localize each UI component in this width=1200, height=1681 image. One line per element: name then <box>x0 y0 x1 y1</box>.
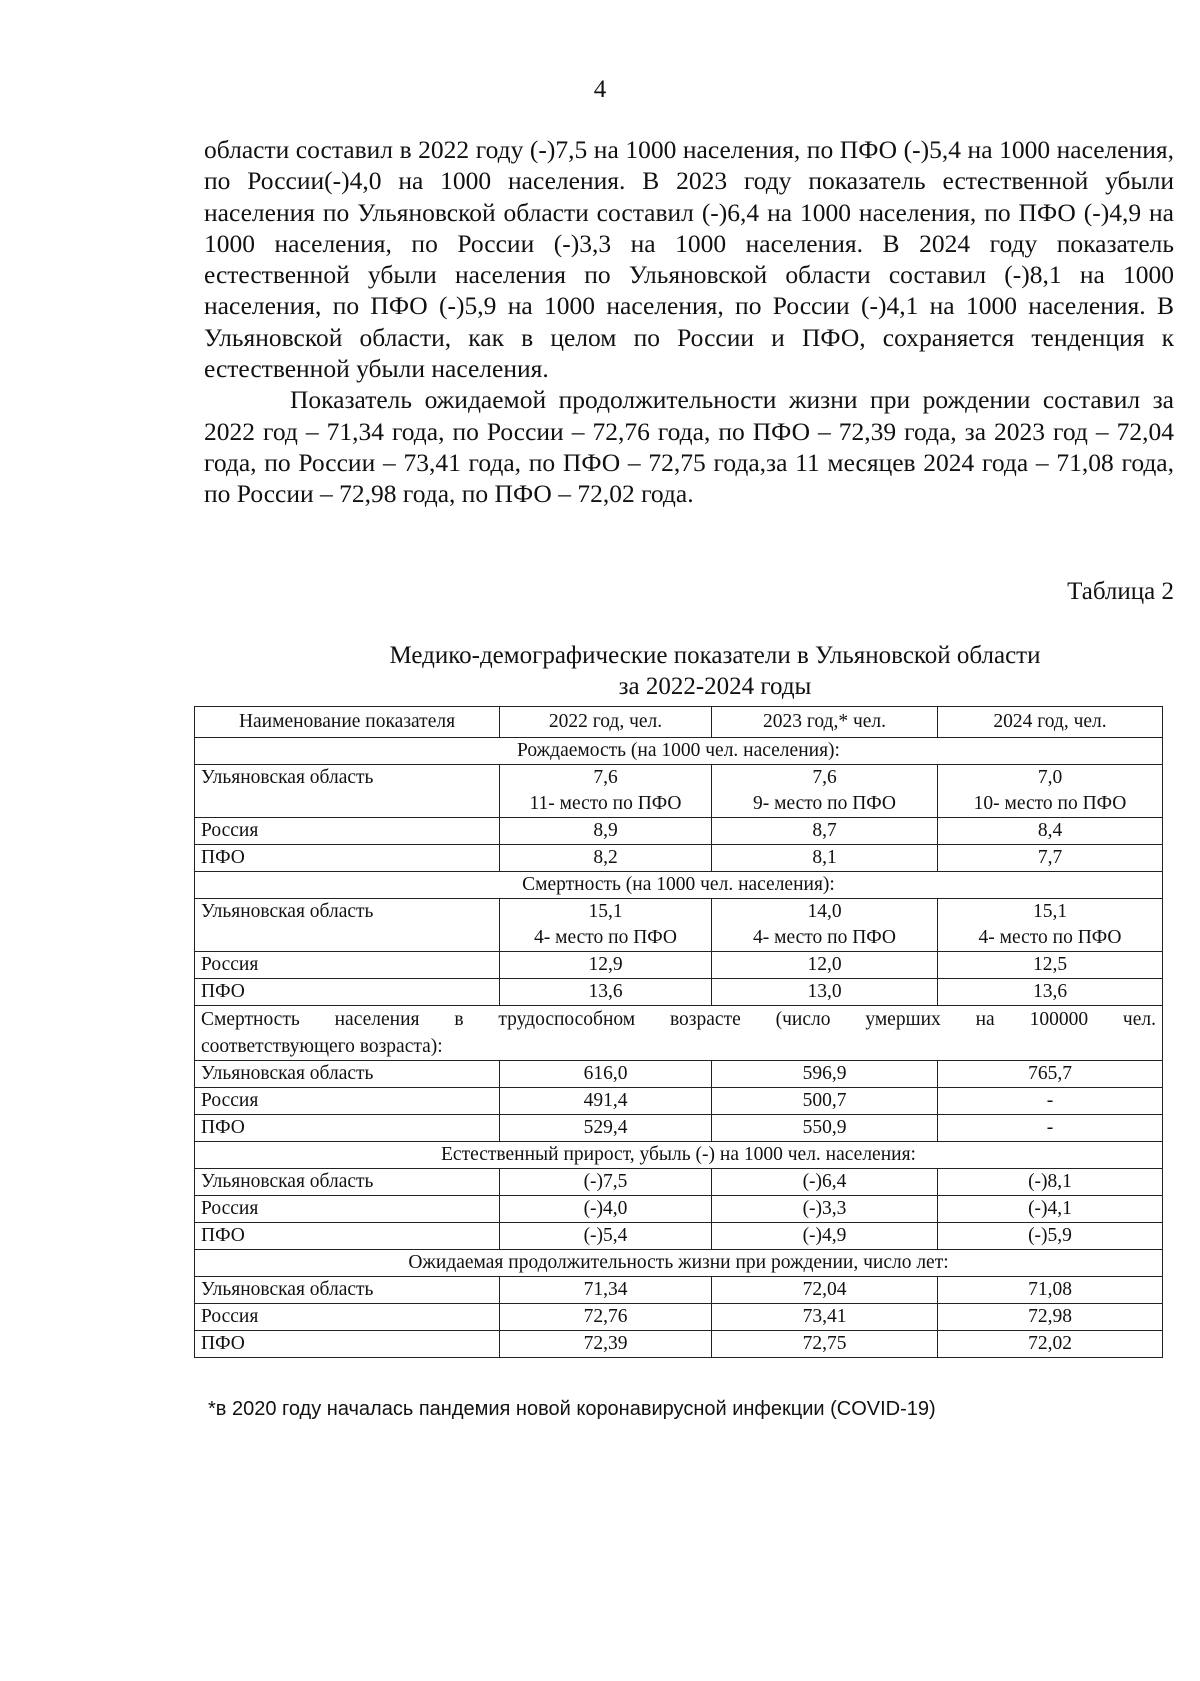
table-row <box>195 1331 1163 1358</box>
section-life-expectancy: Ожидаемая продолжительность жизни при рождении, число лет: <box>195 1250 1163 1277</box>
cell-2024 <box>938 899 1163 952</box>
row-name: ПФО <box>195 1331 500 1358</box>
cell-2024: (-)8,1 <box>938 1169 1163 1196</box>
cell-value: 7,0 <box>1037 767 1063 788</box>
cell-2023: 13,0 <box>712 979 938 1006</box>
cell-2022: (-)5,4 <box>500 1223 712 1250</box>
footnote: *в 2020 году началась пандемия новой коронавирусной инфекции (COVID-19) <box>208 1398 936 1420</box>
header-2022: 2022 год, чел. <box>500 707 712 738</box>
table-row <box>195 1196 1163 1223</box>
cell-2023: (-)3,3 <box>712 1196 938 1223</box>
table-row <box>195 818 1163 845</box>
cell-2022: (-)4,0 <box>500 1196 712 1223</box>
cell-2022: 8,2 <box>500 845 712 872</box>
header-indicator-name: Наименование показателя <box>195 707 500 738</box>
table-header-row <box>195 707 1163 738</box>
section-line-1: Смертность населения в трудоспособном возрасте (число умерших на 100000 чел. <box>201 1009 1156 1030</box>
table-row <box>195 1115 1163 1142</box>
table-row <box>195 899 1163 952</box>
row-name: Ульяновская область <box>195 1277 500 1304</box>
row-name: Россия <box>195 1196 500 1223</box>
cell-2022: 13,6 <box>500 979 712 1006</box>
cell-2022: 616,0 <box>500 1061 712 1088</box>
cell-2024: 71,08 <box>938 1277 1163 1304</box>
cell-2024: - <box>938 1115 1163 1142</box>
cell-2023 <box>712 765 938 818</box>
cell-2022: 72,39 <box>500 1331 712 1358</box>
cell-value: 7,6 <box>593 767 618 788</box>
section-natural-increase: Естественный прирост, убыль (-) на 1000 чел. населения: <box>195 1142 1163 1169</box>
cell-value: 15,1 <box>588 901 623 922</box>
row-name: Россия <box>195 952 500 979</box>
cell-value: 15,1 <box>1032 901 1068 922</box>
row-name: Ульяновская область <box>195 899 500 952</box>
cell-2024: (-)4,1 <box>938 1196 1163 1223</box>
table-title-line-1: Медико-демографические показатели в Ульяновской области <box>389 642 1041 669</box>
section-row <box>195 872 1163 899</box>
table-row <box>195 1223 1163 1250</box>
section-mortality: Смертность (на 1000 чел. населения): <box>195 872 1163 899</box>
table-row <box>195 845 1163 872</box>
cell-value: 7,6 <box>812 767 837 788</box>
cell-2022: 491,4 <box>500 1088 712 1115</box>
demographics-table <box>194 706 1163 1358</box>
cell-value: 14,0 <box>807 901 842 922</box>
cell-2024: 72,98 <box>938 1304 1163 1331</box>
table-row <box>195 1277 1163 1304</box>
table-row <box>195 979 1163 1006</box>
section-birth-rate: Рождаемость (на 1000 чел. населения): <box>195 738 1163 765</box>
cell-2022: 12,9 <box>500 952 712 979</box>
cell-2022 <box>500 765 712 818</box>
table-row <box>195 1169 1163 1196</box>
cell-2024: 72,02 <box>938 1331 1163 1358</box>
table-row <box>195 1061 1163 1088</box>
cell-2023: 12,0 <box>712 952 938 979</box>
paragraph-life-expectancy: Показатель ожидаемой продолжительности жизни при рождении составил за 2022 год – 71,34 года, по России – 72,76 года, по ПФО – 72,39 года, за 2023 год – 72,04 года, по России – 73,41 года, по ПФО – 72,75 года,за 11 месяцев 2024 года – 71,08 года, по России – 72,98 года, по ПФО – 72,02 года. <box>204 385 1174 509</box>
row-name: Россия <box>195 1304 500 1331</box>
table-row <box>195 952 1163 979</box>
cell-rank: 11- место по ПФО <box>529 793 682 814</box>
cell-2024: 12,5 <box>938 952 1163 979</box>
cell-2022: 8,9 <box>500 818 712 845</box>
section-row <box>195 738 1163 765</box>
cell-2022: 529,4 <box>500 1115 712 1142</box>
cell-2023: 72,75 <box>712 1331 938 1358</box>
header-2024: 2024 год, чел. <box>938 707 1163 738</box>
row-name: Россия <box>195 1088 500 1115</box>
cell-2023: 8,7 <box>712 818 938 845</box>
cell-2022 <box>500 899 712 952</box>
cell-2023: 550,9 <box>712 1115 938 1142</box>
table-row <box>195 1304 1163 1331</box>
cell-2024: - <box>938 1088 1163 1115</box>
cell-rank: 10- место по ПФО <box>973 793 1127 814</box>
table-title-line-2: за 2022-2024 годы <box>618 673 812 700</box>
cell-2023: 72,04 <box>712 1277 938 1304</box>
cell-2022: 72,76 <box>500 1304 712 1331</box>
cell-2024: 13,6 <box>938 979 1163 1006</box>
page-number: 4 <box>593 76 607 103</box>
row-name: Ульяновская область <box>195 765 500 818</box>
row-name: Ульяновская область <box>195 1169 500 1196</box>
row-name: Ульяновская область <box>195 1061 500 1088</box>
cell-2023: 8,1 <box>712 845 938 872</box>
table-label: Таблица 2 <box>1067 578 1174 605</box>
cell-2023: (-)6,4 <box>712 1169 938 1196</box>
cell-2023: 596,9 <box>712 1061 938 1088</box>
cell-2024 <box>938 765 1163 818</box>
row-name: ПФО <box>195 845 500 872</box>
section-working-age-mortality <box>195 1006 1163 1061</box>
section-row <box>195 1006 1163 1061</box>
cell-rank: 9- место по ПФО <box>752 793 896 814</box>
row-name: ПФО <box>195 1223 500 1250</box>
header-2023: 2023 год,* чел. <box>712 707 938 738</box>
cell-rank: 4- место по ПФО <box>533 927 677 948</box>
cell-2022: 71,34 <box>500 1277 712 1304</box>
cell-rank: 4- место по ПФО <box>978 927 1122 948</box>
cell-2024: 8,4 <box>938 818 1163 845</box>
row-name: ПФО <box>195 1115 500 1142</box>
table-title <box>315 640 1115 702</box>
cell-2023: 500,7 <box>712 1088 938 1115</box>
cell-2023: (-)4,9 <box>712 1223 938 1250</box>
paragraph-natural-decline: области составил в 2022 году (-)7,5 на 1000 населения, по ПФО (-)5,4 на 1000 населения, по России(-)4,0 на 1000 населения. В 2023 году показатель естественной убыли населения по Ульяновской области составил (-)6,4 на 1000 населения, по ПФО (-)4,9 на 1000 населения, по России (-)3,3 на 1000 населения. В 2024 году показатель естественной убыли населения по Ульяновской области составил (-)8,1 на 1000 населения, по ПФО (-)5,9 на 1000 населения, по России (-)4,1 на 1000 населения. В Ульяновской области, как в целом по России и ПФО, сохраняется тенденция к естественной убыли населения. <box>204 135 1174 384</box>
cell-2023 <box>712 899 938 952</box>
row-name: ПФО <box>195 979 500 1006</box>
section-line-2: соответствующего возраста): <box>201 1036 443 1057</box>
cell-2024: 765,7 <box>938 1061 1163 1088</box>
row-name: Россия <box>195 818 500 845</box>
table-row <box>195 1088 1163 1115</box>
cell-2022: (-)7,5 <box>500 1169 712 1196</box>
cell-2024: (-)5,9 <box>938 1223 1163 1250</box>
body-text <box>204 134 1174 510</box>
section-row <box>195 1142 1163 1169</box>
table-row <box>195 765 1163 818</box>
section-row <box>195 1250 1163 1277</box>
cell-2024: 7,7 <box>938 845 1163 872</box>
cell-2023: 73,41 <box>712 1304 938 1331</box>
cell-rank: 4- место по ПФО <box>752 927 896 948</box>
